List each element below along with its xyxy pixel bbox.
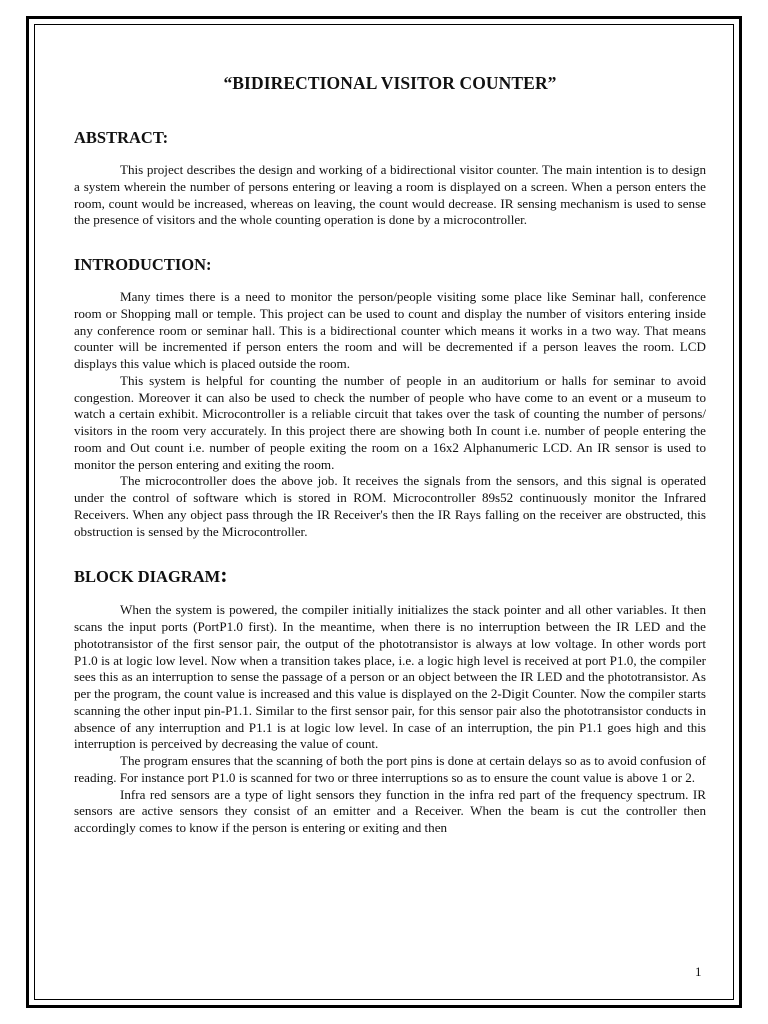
document-body xyxy=(74,73,706,837)
abstract-section xyxy=(74,128,706,229)
introduction-heading: INTRODUCTION: xyxy=(74,255,212,274)
introduction-section xyxy=(74,255,706,540)
section-spacer xyxy=(74,540,706,562)
block-diagram-paragraph: The program ensures that the scanning of both the port pins is done at certain delays so as to avoid confusion of reading. For instance port P1.0 is scanned for two or three interruptions so as to ensure the count value is above 1 or 2. xyxy=(74,753,706,785)
document-title: “BIDIRECTIONAL VISITOR COUNTER” xyxy=(223,73,557,93)
abstract-paragraph: This project describes the design and working of a bidirectional visitor counter. The main intention is to design a system wherein the number of persons entering or leaving a room is displayed on a screen. When a person enters the room, count would be increased, whereas on leaving, the count would decrease. IR sensing mechanism is used to sense the presence of visitors and the whole counting operation is done by a microcontroller. xyxy=(74,162,706,228)
introduction-paragraph: The microcontroller does the above job. It receives the signals from the sensors, and this signal is operated under the control of software which is stored in ROM. Microcontroller 89s52 continuously monitor the Infrared Receivers. When any object pass through the IR Receiver's then the IR Rays falling on the receiver are obstructed, this obstruction is sensed by the Microcontroller. xyxy=(74,473,706,539)
block-diagram-heading-text: BLOCK DIAGRAM xyxy=(74,567,221,587)
block-diagram-paragraph: Infra red sensors are a type of light sensors they function in the infra red part of the frequency spectrum. IR sensors are active sensors they consist of an emitter and a Receiver. When the beam is cut the controller then accordingly comes to know if the person is entering or exiting and then xyxy=(74,786,706,835)
section-spacer xyxy=(74,229,706,255)
block-diagram-paragraph: When the system is powered, the compiler initially initializes the stack pointer and all other variables. It then scans the input ports (PortP1.0 first). In the meantime, when there is no interruption between the IR LED and the phototransistor of the first sensor pair, the output of the phototransistor is always at low voltage. In other words port P1.0 is at logic low level. Now when a transition takes place, i.e. a logic high level is received at port P1.0, the compiler sees this as an interruption to sense the passage of a person or an object between the IR LED and the phototransistor. As per the program, the count value is increased and this value is displayed on the 2-Digit Counter. Now the compiler starts scanning the other input pin-P1.1. Similar to the first sensor pair, for this sensor pair also the phototransistor conducts in absence of any interruption and P1.1 is at logic low level. In case of an interruption, the pin P1.1 goes high and this interruption is perceived by decreasing the value of count. xyxy=(74,602,706,752)
block-diagram-section xyxy=(74,562,706,837)
abstract-heading: ABSTRACT: xyxy=(74,128,169,147)
block-diagram-heading-colon: : xyxy=(220,562,228,588)
introduction-paragraph: This system is helpful for counting the number of people in an auditorium or halls for seminar to avoid congestion. Moreover it can also be used to check the number of people who have come to an event or a museum to watch a certain exhibit. Microcontroller is a reliable circuit that takes over the task of counting the number of persons/ visitors in the room very accurately. In this project there are showing both In count i.e. number of people entering the room and Out count i.e. number of people exiting the room on a 16x2 Alphanumeric LCD. An IR sensor is used to monitor the person entering and exiting the room. xyxy=(74,372,706,472)
page-number: 1 xyxy=(695,964,702,979)
block-diagram-heading xyxy=(74,562,706,588)
introduction-paragraph: Many times there is a need to monitor the person/people visiting some place like Seminar hall, conference room or Shopping mall or temple. This project can be used to count and display the number of visitors entering inside any conference room or seminar hall. This is a bidirectional counter which means it works in a two way. That means counter will be incremented if person enters the room and will be decremented if a person leaves the room. LCD displays this value which is placed outside the room. xyxy=(74,289,706,371)
